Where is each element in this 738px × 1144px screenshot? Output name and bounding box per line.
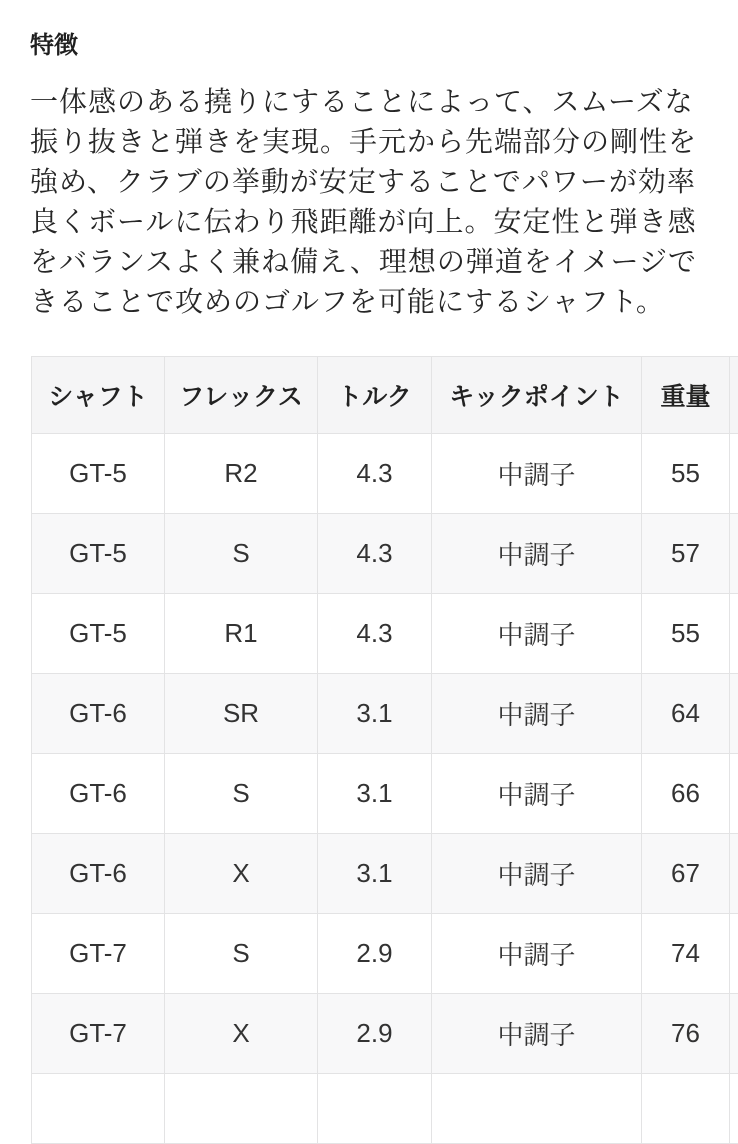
features-section (0, 0, 738, 322)
table-row (32, 834, 738, 914)
table-row-partial (32, 1074, 738, 1144)
table-cell: 中調子 (432, 594, 642, 674)
table-cell-partial (432, 1074, 642, 1144)
column-header-4: キックポイント (432, 357, 642, 434)
table-cell: 中調子 (432, 434, 642, 514)
section-heading: 特徴 (30, 32, 712, 60)
table-row (32, 914, 738, 994)
table-cell: 2.9 (318, 914, 432, 994)
table-cell-cutoff (730, 914, 738, 994)
table-row (32, 434, 738, 514)
table-cell-cutoff (730, 434, 738, 514)
column-header-2: フレックス (165, 357, 318, 434)
table-cell-partial (642, 1074, 730, 1144)
table-cell-partial (32, 1074, 165, 1144)
table-row (32, 594, 738, 674)
table-cell: GT-5 (32, 514, 165, 594)
table-row (32, 754, 738, 834)
column-header-cutoff (730, 357, 738, 434)
table-cell-cutoff (730, 994, 738, 1074)
table-cell: S (165, 914, 318, 994)
table-row (32, 994, 738, 1074)
table-cell: 66 (642, 754, 730, 834)
table-cell: 3.1 (318, 754, 432, 834)
column-header-1: シャフト (32, 357, 165, 434)
features-paragraph: 一体感のある撓りにすることによって、スムーズな振り抜きと弾きを実現。手元から先端部分の剛性を強め、クラブの挙動が安定することでパワーが効率良くボールに伝わり飛距離が向上。安定性と弾き感をバランスよく兼ね備え、理想の弾道をイメージできることで攻めのゴルフを可能にするシャフト。 (30, 82, 714, 322)
table-cell: GT-7 (32, 914, 165, 994)
spec-table-header-row (32, 357, 738, 434)
table-cell-partial (730, 1074, 738, 1144)
table-cell-cutoff (730, 754, 738, 834)
spec-table-header (32, 357, 738, 434)
table-cell: X (165, 994, 318, 1074)
table-cell: R1 (165, 594, 318, 674)
table-cell: 55 (642, 594, 730, 674)
table-cell: 中調子 (432, 834, 642, 914)
table-cell: 4.3 (318, 514, 432, 594)
table-cell: 64 (642, 674, 730, 754)
spec-table-body (32, 434, 738, 1144)
table-cell: 2.9 (318, 994, 432, 1074)
table-cell-cutoff (730, 674, 738, 754)
table-cell: S (165, 754, 318, 834)
table-cell: GT-6 (32, 834, 165, 914)
table-cell: GT-7 (32, 994, 165, 1074)
table-row (32, 514, 738, 594)
column-header-5: 重量 (642, 357, 730, 434)
table-cell: 57 (642, 514, 730, 594)
table-cell: 3.1 (318, 834, 432, 914)
table-cell-partial (318, 1074, 432, 1144)
table-cell: 中調子 (432, 514, 642, 594)
table-cell: 4.3 (318, 434, 432, 514)
table-cell: GT-5 (32, 594, 165, 674)
table-cell: GT-6 (32, 754, 165, 834)
table-cell: 76 (642, 994, 730, 1074)
table-cell: 中調子 (432, 754, 642, 834)
table-cell: S (165, 514, 318, 594)
table-cell-cutoff (730, 594, 738, 674)
table-cell: 55 (642, 434, 730, 514)
table-cell: 中調子 (432, 994, 642, 1074)
table-cell: GT-5 (32, 434, 165, 514)
table-cell: 67 (642, 834, 730, 914)
table-cell: 中調子 (432, 914, 642, 994)
table-cell: X (165, 834, 318, 914)
spec-table (31, 356, 738, 1144)
spec-table-scroll-container[interactable] (31, 356, 738, 1144)
column-header-3: トルク (318, 357, 432, 434)
table-cell-partial (165, 1074, 318, 1144)
table-cell: 74 (642, 914, 730, 994)
table-cell: R2 (165, 434, 318, 514)
table-cell: 3.1 (318, 674, 432, 754)
table-row (32, 674, 738, 754)
table-cell-cutoff (730, 834, 738, 914)
table-cell: GT-6 (32, 674, 165, 754)
table-cell: SR (165, 674, 318, 754)
table-cell: 中調子 (432, 674, 642, 754)
table-cell-cutoff (730, 514, 738, 594)
table-cell: 4.3 (318, 594, 432, 674)
